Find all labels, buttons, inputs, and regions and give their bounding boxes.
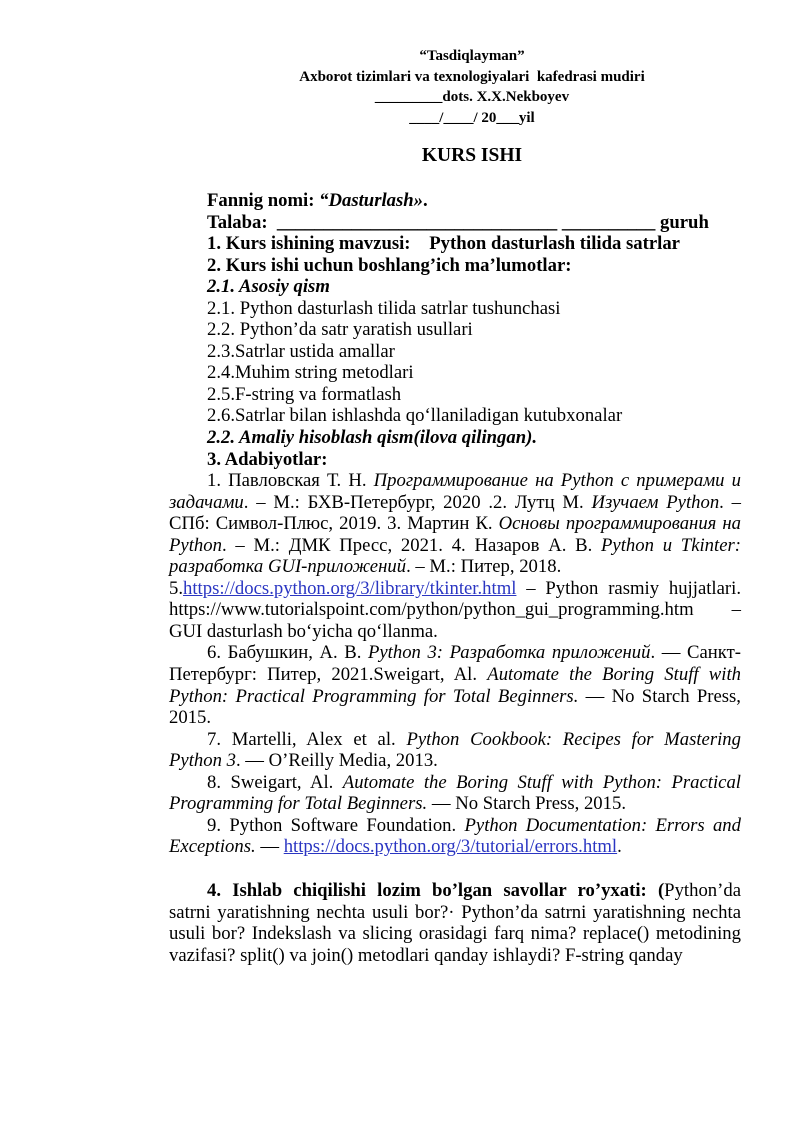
practical-part-heading xyxy=(169,427,741,449)
reference-6 xyxy=(169,642,741,728)
python-errors-docs-link[interactable]: https://docs.python.org/3/tutorial/errors.html xyxy=(283,836,618,858)
text-segment: – Python rasmiy hujjatlari. https://www.tutorialspoint.com/python/python_gui_programming.htm – GUI dasturlash bo‘yicha qo‘llanma. xyxy=(169,577,741,642)
blank-line xyxy=(169,858,741,880)
document-title: KURS ISHI xyxy=(421,145,523,166)
text-segment: “Dasturlash» xyxy=(319,190,424,211)
text-segment: 1. Kurs ishining mavzusi: Python dasturlash tilida satrlar xyxy=(207,233,680,255)
document-body xyxy=(169,190,741,966)
text-segment: Automate the Boring Stuff with Python: Practical Programming for Total Beginners. xyxy=(169,664,741,707)
page-content xyxy=(169,46,741,966)
text-segment: Talaba: ______________________________ __________ guruh xyxy=(207,211,709,233)
course-name-line xyxy=(169,190,741,212)
approval-header xyxy=(169,46,741,128)
text-segment: 6. Бабушкин, А. В. xyxy=(207,642,368,664)
reference-5-links xyxy=(169,578,741,643)
outline-item-2-1 xyxy=(169,298,741,320)
text-segment: . — O’Reilly Media, 2013. xyxy=(235,750,438,772)
text-segment: 2.1. Python dasturlash tilida satrlar tushunchasi xyxy=(207,297,561,319)
text-segment: 2.4.Muhim string metodlari xyxy=(207,362,414,384)
text-segment: . – М.: ДМК Пресс, 2021. 4. Назаров А. В. xyxy=(221,534,602,556)
approval-line-department: Axborot tizimlari va texnologiyalari kafedrasi mudiri xyxy=(299,68,645,85)
text-segment: Ishlab chiqilishi lozim bo’lgan savollar ro’yxati: ( xyxy=(232,879,665,901)
text-segment: 3. Adabiyotlar: xyxy=(207,448,328,470)
reference-8 xyxy=(169,772,741,815)
text-segment: Программирование на Python с примерами и задачами xyxy=(169,470,741,513)
text-segment: . xyxy=(617,836,622,858)
approval-line-date: ____/____/ 20___yil xyxy=(409,109,535,126)
text-segment: Основы программирования на Python xyxy=(169,513,742,556)
topic-line xyxy=(169,233,741,255)
text-segment: — xyxy=(255,836,284,858)
text-segment: 4. xyxy=(207,879,233,901)
text-segment: 2.2. Amaliy hisoblash qism(ilova qilingan). xyxy=(207,427,538,449)
text-segment: Automate the Boring Stuff with Python: Practical Programming for Total Beginners. xyxy=(169,771,741,815)
approval-line-signature: _________dots. X.X.Nekboyev xyxy=(374,89,570,105)
text-segment: Python Documentation: Errors and Exceptions. xyxy=(169,814,741,858)
text-segment: 7. Martelli, Alex et al. xyxy=(207,728,407,750)
text-segment: 2.5.F-string va formatlash xyxy=(207,383,402,405)
initial-data-heading xyxy=(169,255,741,277)
text-segment: 8. Sweigart, Al. xyxy=(207,771,343,793)
text-segment: Python’da satrni yaratishning nechta usuli bor?· Python’da satrni yaratishning nechta usuli bor? Indekslash va slicing orasidagi farq nima? replace() metodining vazifasi? split() va join() metodlari qanday ishlaydi? F-string qanday xyxy=(169,879,741,966)
references-1-to-4 xyxy=(169,470,741,578)
outline-item-2-4 xyxy=(169,362,741,384)
text-segment: Python Cookbook: Recipes for Mastering Python 3 xyxy=(169,728,741,772)
text-segment: Python и Tkinter: разработка GUI-приложений xyxy=(169,534,742,578)
text-segment: Fannig nomi: xyxy=(207,190,320,211)
outline-item-2-5 xyxy=(169,384,741,406)
text-segment: 5. xyxy=(169,577,184,599)
outline-item-2-6 xyxy=(169,405,741,427)
text-segment: Изучаем Python xyxy=(591,491,720,513)
text-segment: . – М.: БХВ-Петербург, 2020 .2. Лутц М. xyxy=(243,491,592,513)
text-segment: 9. Python Software Foundation. xyxy=(207,814,465,836)
student-line xyxy=(169,212,741,234)
text-segment: Python 3: Разработка приложений xyxy=(367,642,651,664)
text-segment: 2. Kurs ishi uchun boshlang’ich ma’lumotlar: xyxy=(207,254,572,276)
text-segment: . — Санкт-Петербург: Питер, 2021.Sweigart, Al. xyxy=(169,642,741,686)
reference-9 xyxy=(169,815,741,858)
outline-item-2-2 xyxy=(169,319,741,341)
main-part-heading xyxy=(169,276,741,298)
text-segment: — No Starch Press, 2015. xyxy=(427,793,626,815)
text-segment: 1. Павловская Т. Н. xyxy=(207,470,374,492)
text-segment: 2.3.Satrlar ustida amallar xyxy=(207,340,395,362)
outline-item-2-3 xyxy=(169,341,741,363)
text-segment: 2.6.Satrlar bilan ishlashda qo‘llaniladigan kutubxonalar xyxy=(207,405,623,427)
approval-line-tasdiqlayman: “Tasdiqlayman” xyxy=(419,48,525,64)
literature-heading xyxy=(169,449,741,471)
reference-7 xyxy=(169,729,741,772)
text-segment: . xyxy=(423,190,428,211)
tkinter-docs-link[interactable]: https://docs.python.org/3/library/tkinter.html xyxy=(183,577,517,599)
text-segment: . – СПб: Символ-Плюс, 2019. 3. Мартин К. xyxy=(169,491,741,535)
text-segment: . – М.: Питер, 2018. xyxy=(406,556,562,578)
text-segment: 2.1. Asosiy qism xyxy=(207,276,330,298)
text-segment: 2.2. Python’da satr yaratish usullari xyxy=(207,319,473,341)
text-segment: — No Starch Press, 2015. xyxy=(169,685,741,729)
questions-paragraph xyxy=(169,880,741,966)
